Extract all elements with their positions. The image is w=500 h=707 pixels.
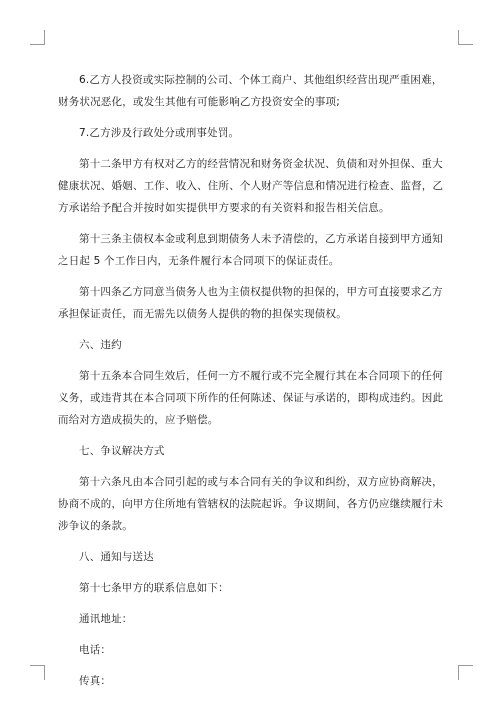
- document-page: [58, 69, 444, 701]
- crop-mark-top-right: [458, 30, 473, 45]
- section-notice-heading: 八、通知与送达: [79, 551, 154, 563]
- crop-mark-top-left: [30, 30, 45, 45]
- article-14-paragraph: 第十四条乙方同意当债务人也为主债权提供物的担保的，甲方可直接要求乙方承担保证责任，而无需先以债务人提供的物的担保实现债权。: [58, 286, 443, 320]
- crop-mark-bottom-right: [458, 665, 473, 680]
- article-16-paragraph: 第十六条凡由本合同引起的或与本合同有关的争议和纠纷，双方应协商解决，协商不成的，向甲方住所地有管辖权的法院起诉。争议期间，各方仍应继续履行未涉争议的条款。: [58, 476, 444, 532]
- article-15-paragraph: 第十五条本合同生效后，任何一方不履行或不完全履行其在本合同项下的任何义务，或违背其在本合同项下所作的任何陈述、保证与承诺的，即构成违约。因此而给对方造成损失的，应予赔偿。: [58, 370, 444, 426]
- section-dispute-heading: 七、争议解决方式: [79, 445, 165, 457]
- article-12-paragraph: 第十二条甲方有权对乙方的经营情况和财务资金状况、负债和对外担保、重大健康状况、婚姻、工作、收入、住所、个人财产等信息和情况进行检查、监督，乙方承诺给予配合并按时如实提供甲方要求的有关资料和报告相关信息。: [58, 158, 444, 214]
- article-13-paragraph: 第十三条主债权本金或利息到期债务人未予清偿的，乙方承诺自接到甲方通知之日起 5 个工作日内，无条件履行本合同项下的保证责任。: [58, 233, 443, 267]
- phone-field-label: 电话：: [79, 644, 112, 656]
- clause-6-paragraph: 6.乙方人投资或实际控制的公司、个体工商户、其他组织经营出现严重困难，财务状况恶化，或发生其他有可能影响乙方投资安全的事项;: [58, 74, 443, 108]
- clause-7-paragraph: 7.乙方涉及行政处分或刑事处罚。: [79, 127, 240, 139]
- article-17-paragraph: 第十七条甲方的联系信息如下：: [79, 582, 229, 594]
- section-breach-heading: 六、违约: [79, 339, 122, 351]
- fax-field-label: 传真：: [79, 675, 112, 687]
- crop-mark-bottom-left: [30, 665, 45, 680]
- address-field-label: 通讯地址：: [79, 613, 133, 625]
